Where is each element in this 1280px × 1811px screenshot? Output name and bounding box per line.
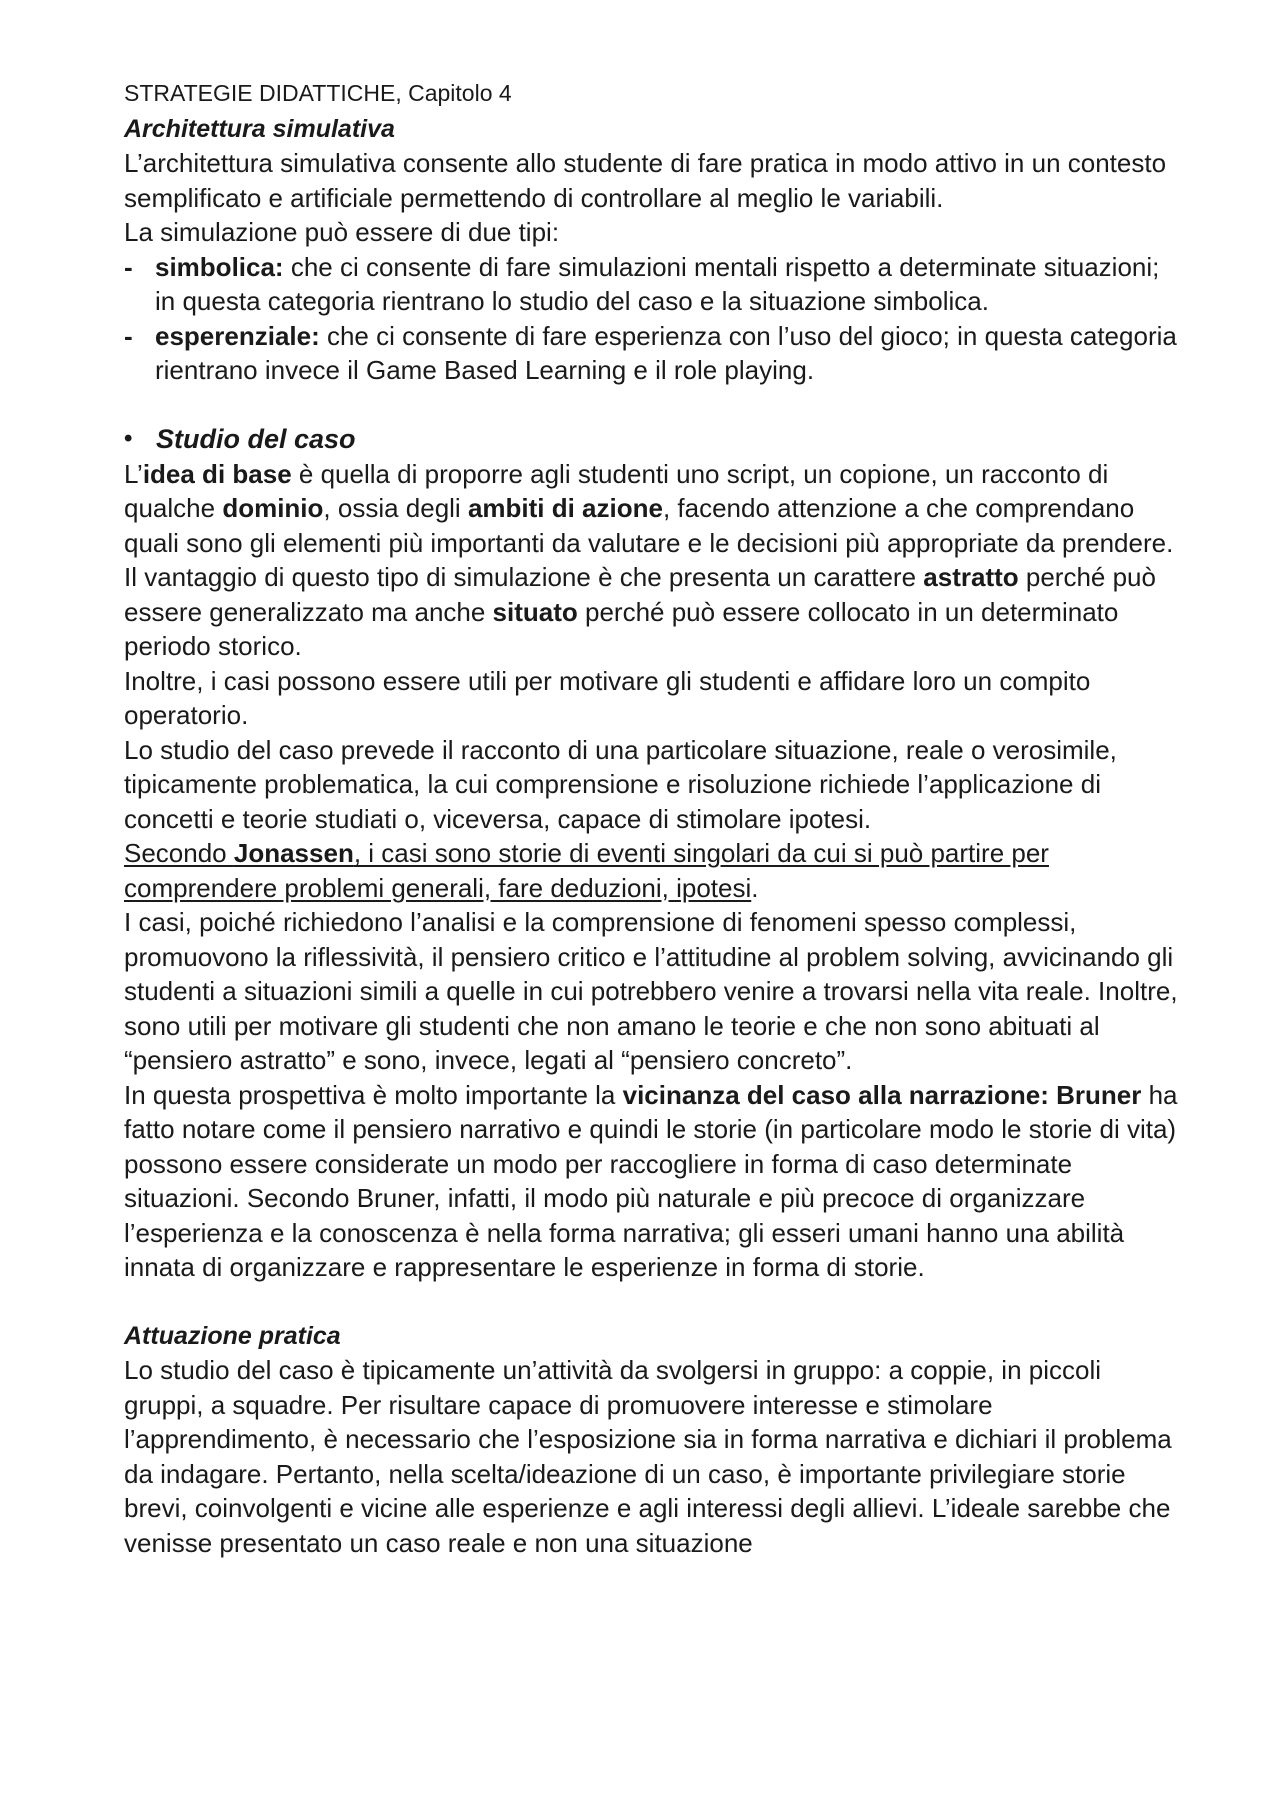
text-esperenziale: che ci consente di fare esperienza con l’uso del gioco; in questa categoria rientrano invece il Game Based Learning e il role playing. — [155, 320, 1177, 385]
text-run: . — [751, 872, 759, 903]
bold-dominio: dominio — [222, 493, 324, 523]
dash-marker: - — [124, 320, 133, 351]
text-run: ha fatto notare come il pensiero narrativo e quindi le storie (in particolare modo le storie di vita) possono essere considerate un modo per raccogliere in forma di caso determinate situazioni. Secondo Bruner, infatti, il modo più naturale e più precoce di organizzare l’esperienza e la conoscenza è nella forma narrativa; gli esseri umani hanno una abilità innata di organizzare e rappresentare le esperienze in forma di storie. — [124, 1079, 1178, 1282]
spacer — [124, 388, 1184, 423]
bold-ambiti-di-azione: ambiti di azione — [467, 493, 663, 523]
architettura-intro: L’architettura simulativa consente allo studente di fare pratica in modo attivo in un contesto semplificato e artificiale permettendo di controllare al meglio le variabili. — [124, 148, 1167, 213]
studio-paragraph-4 — [124, 836, 1184, 905]
bold-vicinanza-bruner: vicinanza del caso alla narrazione: Bruner — [622, 1079, 1142, 1110]
bold-jonassen: Jonassen — [233, 838, 354, 868]
term-simbolica: simbolica: — [155, 251, 284, 282]
bold-idea-di-base: idea di base — [142, 458, 292, 489]
section-title-architettura: Architettura simulativa — [124, 115, 395, 143]
studio-paragraph-6 — [124, 1078, 1184, 1285]
studio-paragraph-2: Inoltre, i casi possono essere utili per motivare gli studenti e affidare loro un compito operatorio. — [124, 665, 1091, 730]
section-title-studio — [124, 422, 1184, 457]
text-run: L’ — [124, 458, 143, 489]
simulation-types-list — [124, 250, 1184, 388]
document-page — [124, 76, 1184, 1560]
section-title-attuazione: Attuazione pratica — [124, 1322, 341, 1350]
studio-paragraph-1 — [124, 457, 1184, 664]
text-simbolica: che ci consente di fare simulazioni mentali rispetto a determinate situazioni; in questa categoria rientrano lo studio del caso e la situazione simbolica. — [155, 251, 1160, 316]
text-run: perché può essere generalizzato ma anche — [124, 562, 1156, 627]
section-title-studio-text: Studio del caso — [156, 424, 356, 454]
spacer — [124, 1285, 1184, 1320]
text-run: perché può essere collocato in un determinato periodo storico. — [124, 596, 1119, 661]
architettura-types-intro: La simulazione può essere di due tipi: — [124, 217, 560, 247]
text-run: , i casi sono storie di eventi singolari da cui si può partire per comprendere problemi generali, fare deduzioni, ipotesi — [124, 838, 1049, 903]
list-item-simbolica — [124, 250, 1184, 319]
bold-astratto: astratto — [923, 562, 1019, 592]
section-attuazione-pratica — [124, 1319, 1184, 1560]
studio-paragraph-5: I casi, poiché richiedono l’analisi e la comprensione di fenomeni spesso complessi, promuovono la riflessività, il pensiero critico e l’attitudine al problem solving, avvicinando gli studenti a situazioni simili a quelle in cui potrebbero venire a trovarsi nella vita reale. Inoltre, sono utili per motivare gli studenti che non amano le teorie e che non sono abituati al “pensiero astratto” e sono, invece, legati al “pensiero concreto”. — [124, 907, 1178, 1075]
bold-situato: situato — [492, 596, 578, 627]
studio-paragraph-3: Lo studio del caso prevede il racconto di una particolare situazione, reale o verosimile, tipicamente problematica, la cui comprensione e risoluzione richiede l’applicazione di concetti e teorie studiati o, viceversa, capace di stimolare ipotesi. — [124, 734, 1117, 834]
text-run: , facendo attenzione a che comprendano quali sono gli elementi più importanti da valutare e le decisioni più appropriate da prendere. Il vantaggio di questo tipo di simulazione è che presenta un carattere — [124, 493, 1174, 592]
text-run: , ossia degli — [323, 493, 468, 523]
dash-marker: - — [124, 251, 133, 282]
section-studio-del-caso — [124, 422, 1184, 1285]
term-esperenziale: esperenziale: — [155, 320, 320, 351]
document-header: STRATEGIE DIDATTICHE, Capitolo 4 — [124, 80, 512, 106]
list-item-esperenziale — [124, 319, 1184, 388]
bullet-icon: • — [124, 425, 133, 452]
text-run: è quella di proporre agli studenti uno script, un copione, un racconto di qualche — [124, 458, 1109, 523]
section-architettura — [124, 112, 1184, 388]
text-run: In questa prospettiva è molto importante la — [124, 1079, 623, 1110]
underlined-quote — [124, 838, 1049, 903]
text-run: Secondo — [124, 838, 234, 868]
attuazione-paragraph-1: Lo studio del caso è tipicamente un’attività da svolgersi in gruppo: a coppie, in piccoli gruppi, a squadre. Per risultare capace di promuovere interesse e stimolare l’apprendimento, è necessario che l’esposizione sia in forma narrativa e dichiari il problema da indagare. Pertanto, nella scelta/ideazione di un caso, è importante privilegiare storie brevi, coinvolgenti e vicine alle esperienze e agli interessi degli allievi. L’ideale sarebbe che venisse presentato un caso reale e non una situazione — [124, 1355, 1172, 1558]
